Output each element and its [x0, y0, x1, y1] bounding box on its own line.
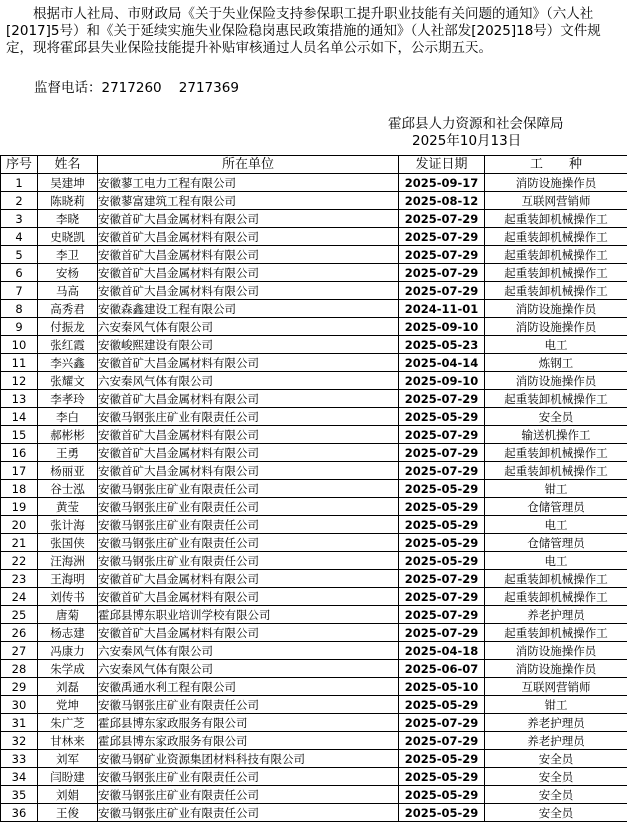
- issue-date: 2025-07-29: [399, 264, 485, 282]
- table-row: [1, 462, 627, 480]
- table-row: [1, 426, 627, 444]
- table-row: [1, 228, 627, 246]
- issue-date: 2025-07-29: [399, 714, 485, 732]
- table-header-row: [1, 156, 627, 174]
- person-name: 郝彬彬: [38, 426, 98, 444]
- header-job-type: 工 种: [485, 156, 627, 174]
- table-row: [1, 300, 627, 318]
- row-number: 18: [1, 480, 38, 498]
- work-unit: 安徽首矿大昌金属材料有限公司: [98, 264, 399, 282]
- issue-date: 2025-05-29: [399, 804, 485, 822]
- issue-date: 2025-07-29: [399, 570, 485, 588]
- row-number: 22: [1, 552, 38, 570]
- person-name: 马高: [38, 282, 98, 300]
- job-type: 起重装卸机械操作工: [485, 264, 627, 282]
- job-type: 输送机操作工: [485, 426, 627, 444]
- job-type: 安全员: [485, 804, 627, 822]
- work-unit: 安徽马钢张庄矿业有限责任公司: [98, 696, 399, 714]
- issue-date: 2025-06-07: [399, 660, 485, 678]
- issuing-organization: 霍邱县人力资源和社会保障局: [388, 116, 564, 132]
- work-unit: 安徽首矿大昌金属材料有限公司: [98, 354, 399, 372]
- table-row: [1, 192, 627, 210]
- row-number: 27: [1, 642, 38, 660]
- row-number: 24: [1, 588, 38, 606]
- job-type: 起重装卸机械操作工: [485, 210, 627, 228]
- notice-date: 2025年10月13日: [412, 133, 522, 149]
- person-name: 高秀君: [38, 300, 98, 318]
- table-row: [1, 696, 627, 714]
- table-row: [1, 804, 627, 822]
- work-unit: 安徽首矿大昌金属材料有限公司: [98, 282, 399, 300]
- job-type: 消防设施操作员: [485, 660, 627, 678]
- row-number: 7: [1, 282, 38, 300]
- row-number: 31: [1, 714, 38, 732]
- table-row: [1, 588, 627, 606]
- row-number: 9: [1, 318, 38, 336]
- row-number: 19: [1, 498, 38, 516]
- work-unit: 安徽森鑫建设工程有限公司: [98, 300, 399, 318]
- table-row: [1, 354, 627, 372]
- table-row: [1, 606, 627, 624]
- work-unit: 安徽首矿大昌金属材料有限公司: [98, 228, 399, 246]
- row-number: 23: [1, 570, 38, 588]
- job-type: 养老护理员: [485, 732, 627, 750]
- person-name: 吴建坤: [38, 174, 98, 192]
- work-unit: 霍邱县博东家政服务有限公司: [98, 732, 399, 750]
- issue-date: 2025-05-29: [399, 516, 485, 534]
- table-row: [1, 372, 627, 390]
- person-name: 李卫: [38, 246, 98, 264]
- work-unit: 安徽马钢张庄矿业有限责任公司: [98, 408, 399, 426]
- row-number: 32: [1, 732, 38, 750]
- issue-date: 2025-05-29: [399, 498, 485, 516]
- row-number: 35: [1, 786, 38, 804]
- table-row: [1, 534, 627, 552]
- issue-date: 2025-05-29: [399, 768, 485, 786]
- person-name: 刘传书: [38, 588, 98, 606]
- issue-date: 2025-05-29: [399, 696, 485, 714]
- roster-table: [0, 155, 627, 822]
- person-name: 安杨: [38, 264, 98, 282]
- issue-date: 2025-08-12: [399, 192, 485, 210]
- job-type: 起重装卸机械操作工: [485, 624, 627, 642]
- issue-date: 2025-05-29: [399, 480, 485, 498]
- roster-body: [1, 174, 627, 822]
- job-type: 安全员: [485, 408, 627, 426]
- header-no: 序号: [1, 156, 38, 174]
- person-name: 付振龙: [38, 318, 98, 336]
- table-row: [1, 642, 627, 660]
- table-row: [1, 678, 627, 696]
- table-row: [1, 318, 627, 336]
- issue-date: 2025-09-10: [399, 318, 485, 336]
- work-unit: 安徽马钢张庄矿业有限责任公司: [98, 480, 399, 498]
- person-name: 杨志建: [38, 624, 98, 642]
- person-name: 李兴鑫: [38, 354, 98, 372]
- row-number: 6: [1, 264, 38, 282]
- work-unit: 六安秦风气体有限公司: [98, 660, 399, 678]
- work-unit: 安徽首矿大昌金属材料有限公司: [98, 246, 399, 264]
- job-type: 消防设施操作员: [485, 642, 627, 660]
- work-unit: 安徽首矿大昌金属材料有限公司: [98, 588, 399, 606]
- work-unit: 安徽马钢矿业资源集团材料科技有限公司: [98, 750, 399, 768]
- row-number: 16: [1, 444, 38, 462]
- row-number: 8: [1, 300, 38, 318]
- person-name: 王勇: [38, 444, 98, 462]
- table-row: [1, 624, 627, 642]
- person-name: 陈晓莉: [38, 192, 98, 210]
- issue-date: 2025-09-17: [399, 174, 485, 192]
- header-unit: 所在单位: [98, 156, 399, 174]
- table-row: [1, 390, 627, 408]
- row-number: 2: [1, 192, 38, 210]
- row-number: 34: [1, 768, 38, 786]
- issue-date: 2025-07-29: [399, 462, 485, 480]
- header-issue-date: 发证日期: [399, 156, 485, 174]
- issue-date: 2025-07-29: [399, 228, 485, 246]
- table-row: [1, 660, 627, 678]
- row-number: 14: [1, 408, 38, 426]
- table-row: [1, 570, 627, 588]
- work-unit: 安徽首矿大昌金属材料有限公司: [98, 624, 399, 642]
- issue-date: 2025-05-10: [399, 678, 485, 696]
- row-number: 17: [1, 462, 38, 480]
- job-type: 消防设施操作员: [485, 318, 627, 336]
- issue-date: 2025-05-29: [399, 408, 485, 426]
- row-number: 26: [1, 624, 38, 642]
- person-name: 朱学成: [38, 660, 98, 678]
- issue-date: 2025-07-29: [399, 426, 485, 444]
- row-number: 3: [1, 210, 38, 228]
- work-unit: 安徽首矿大昌金属材料有限公司: [98, 426, 399, 444]
- issue-date: 2025-07-29: [399, 282, 485, 300]
- job-type: 电工: [485, 336, 627, 354]
- work-unit: 安徽马钢张庄矿业有限责任公司: [98, 552, 399, 570]
- table-row: [1, 732, 627, 750]
- row-number: 13: [1, 390, 38, 408]
- table-row: [1, 174, 627, 192]
- row-number: 15: [1, 426, 38, 444]
- job-type: 养老护理员: [485, 606, 627, 624]
- person-name: 史晓凯: [38, 228, 98, 246]
- person-name: 甘林来: [38, 732, 98, 750]
- table-row: [1, 408, 627, 426]
- person-name: 唐菊: [38, 606, 98, 624]
- issue-date: 2025-07-29: [399, 444, 485, 462]
- job-type: 互联网营销师: [485, 678, 627, 696]
- work-unit: 安徽首矿大昌金属材料有限公司: [98, 210, 399, 228]
- job-type: 起重装卸机械操作工: [485, 570, 627, 588]
- person-name: 王海明: [38, 570, 98, 588]
- person-name: 张计海: [38, 516, 98, 534]
- person-name: 谷士泓: [38, 480, 98, 498]
- row-number: 12: [1, 372, 38, 390]
- work-unit: 六安秦风气体有限公司: [98, 642, 399, 660]
- row-number: 28: [1, 660, 38, 678]
- table-row: [1, 750, 627, 768]
- row-number: 33: [1, 750, 38, 768]
- work-unit: 安徽马钢张庄矿业有限责任公司: [98, 768, 399, 786]
- job-type: 安全员: [485, 750, 627, 768]
- work-unit: 霍邱县博东职业培训学校有限公司: [98, 606, 399, 624]
- issue-date: 2025-05-29: [399, 786, 485, 804]
- row-number: 5: [1, 246, 38, 264]
- table-row: [1, 246, 627, 264]
- work-unit: 安徽马钢张庄矿业有限责任公司: [98, 804, 399, 822]
- row-number: 25: [1, 606, 38, 624]
- work-unit: 安徽首矿大昌金属材料有限公司: [98, 390, 399, 408]
- job-type: 消防设施操作员: [485, 300, 627, 318]
- job-type: 炼钢工: [485, 354, 627, 372]
- person-name: 张红霞: [38, 336, 98, 354]
- person-name: 李晓: [38, 210, 98, 228]
- work-unit: 安徽首矿大昌金属材料有限公司: [98, 462, 399, 480]
- table-row: [1, 210, 627, 228]
- job-type: 安全员: [485, 768, 627, 786]
- person-name: 张耀文: [38, 372, 98, 390]
- table-row: [1, 264, 627, 282]
- work-unit: 霍邱县博东家政服务有限公司: [98, 714, 399, 732]
- person-name: 刘军: [38, 750, 98, 768]
- issue-date: 2025-05-29: [399, 552, 485, 570]
- job-type: 起重装卸机械操作工: [485, 588, 627, 606]
- job-type: 起重装卸机械操作工: [485, 282, 627, 300]
- person-name: 李孝玲: [38, 390, 98, 408]
- person-name: 李白: [38, 408, 98, 426]
- issue-date: 2025-05-29: [399, 534, 485, 552]
- work-unit: 安徽马钢张庄矿业有限责任公司: [98, 516, 399, 534]
- job-type: 钳工: [485, 480, 627, 498]
- job-type: 电工: [485, 516, 627, 534]
- work-unit: 安徽蓼富建筑工程有限公司: [98, 192, 399, 210]
- issue-date: 2024-11-01: [399, 300, 485, 318]
- person-name: 冯康力: [38, 642, 98, 660]
- issue-date: 2025-07-29: [399, 210, 485, 228]
- work-unit: 安徽首矿大昌金属材料有限公司: [98, 444, 399, 462]
- row-number: 30: [1, 696, 38, 714]
- job-type: 仓储管理员: [485, 498, 627, 516]
- issue-date: 2025-07-29: [399, 624, 485, 642]
- issue-date: 2025-07-29: [399, 732, 485, 750]
- issue-date: 2025-07-29: [399, 606, 485, 624]
- table-row: [1, 552, 627, 570]
- issue-date: 2025-04-14: [399, 354, 485, 372]
- row-number: 21: [1, 534, 38, 552]
- table-row: [1, 336, 627, 354]
- job-type: 钳工: [485, 696, 627, 714]
- person-name: 张国侠: [38, 534, 98, 552]
- notice-intro: 根据市人社局、市财政局《关于失业保险支持参保职工提升职业技能有关问题的通知》（六人社[2017]5号）和《关于延续实施失业保险稳岗惠民政策措施的通知》（人社部发[2025]18号）文件规定，现将霍邱县失业保险技能提升补贴审核通过人员名单公示如下，公示期五天。: [6, 6, 601, 56]
- job-type: 起重装卸机械操作工: [485, 390, 627, 408]
- job-type: 养老护理员: [485, 714, 627, 732]
- job-type: 仓储管理员: [485, 534, 627, 552]
- row-number: 1: [1, 174, 38, 192]
- header-name: 姓名: [38, 156, 98, 174]
- work-unit: 六安秦风气体有限公司: [98, 318, 399, 336]
- person-name: 黄莹: [38, 498, 98, 516]
- issue-date: 2025-09-10: [399, 372, 485, 390]
- work-unit: 安徽禹通水利工程有限公司: [98, 678, 399, 696]
- work-unit: 安徽马钢张庄矿业有限责任公司: [98, 786, 399, 804]
- table-row: [1, 498, 627, 516]
- work-unit: 安徽首矿大昌金属材料有限公司: [98, 570, 399, 588]
- person-name: 王俊: [38, 804, 98, 822]
- hotline: 监督电话：2717260 2717369: [34, 80, 239, 96]
- job-type: 起重装卸机械操作工: [485, 444, 627, 462]
- issue-date: 2025-07-29: [399, 588, 485, 606]
- issue-date: 2025-04-18: [399, 642, 485, 660]
- table-row: [1, 768, 627, 786]
- issue-date: 2025-05-29: [399, 750, 485, 768]
- job-type: 电工: [485, 552, 627, 570]
- person-name: 刘娟: [38, 786, 98, 804]
- work-unit: 六安秦风气体有限公司: [98, 372, 399, 390]
- person-name: 刘磊: [38, 678, 98, 696]
- work-unit: 安徽马钢张庄矿业有限责任公司: [98, 498, 399, 516]
- job-type: 起重装卸机械操作工: [485, 228, 627, 246]
- table-row: [1, 444, 627, 462]
- person-name: 杨丽亚: [38, 462, 98, 480]
- table-row: [1, 516, 627, 534]
- row-number: 11: [1, 354, 38, 372]
- person-name: 党坤: [38, 696, 98, 714]
- row-number: 36: [1, 804, 38, 822]
- work-unit: 安徽峻熙建设有限公司: [98, 336, 399, 354]
- job-type: 起重装卸机械操作工: [485, 462, 627, 480]
- person-name: 朱广芝: [38, 714, 98, 732]
- issue-date: 2025-05-23: [399, 336, 485, 354]
- person-name: 闫盼建: [38, 768, 98, 786]
- job-type: 起重装卸机械操作工: [485, 246, 627, 264]
- table-row: [1, 714, 627, 732]
- row-number: 4: [1, 228, 38, 246]
- table-row: [1, 282, 627, 300]
- issue-date: 2025-07-29: [399, 390, 485, 408]
- table-row: [1, 480, 627, 498]
- row-number: 29: [1, 678, 38, 696]
- table-row: [1, 786, 627, 804]
- person-name: 汪海洲: [38, 552, 98, 570]
- row-number: 10: [1, 336, 38, 354]
- work-unit: 安徽马钢张庄矿业有限责任公司: [98, 534, 399, 552]
- issue-date: 2025-07-29: [399, 246, 485, 264]
- work-unit: 安徽蓼工电力工程有限公司: [98, 174, 399, 192]
- job-type: 安全员: [485, 786, 627, 804]
- job-type: 互联网营销师: [485, 192, 627, 210]
- job-type: 消防设施操作员: [485, 372, 627, 390]
- row-number: 20: [1, 516, 38, 534]
- job-type: 消防设施操作员: [485, 174, 627, 192]
